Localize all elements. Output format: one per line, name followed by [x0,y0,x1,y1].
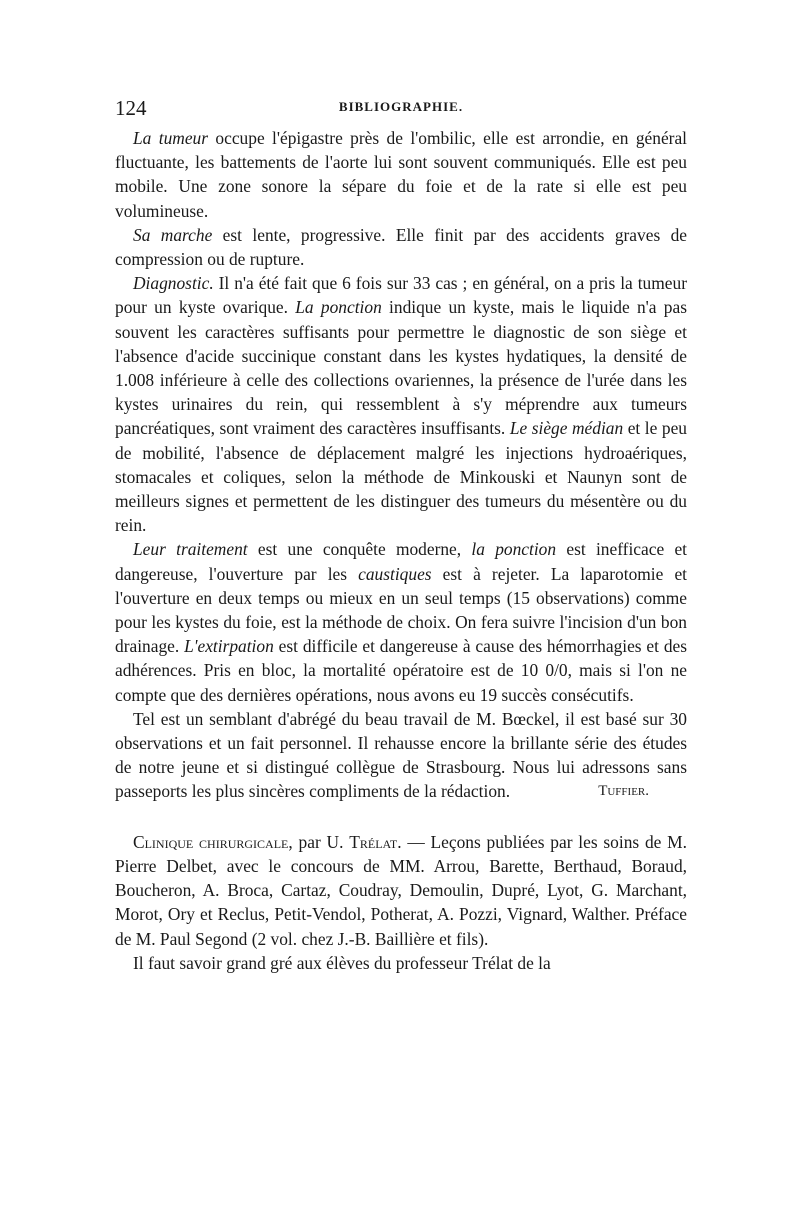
small-caps-author: Trélat [349,831,398,852]
paragraph-text: est une conquête moderne, [247,539,472,560]
paragraph-text: est difficile et dangereuse à cause des hémorrhagies et des adhérences. Pris en bloc, la mortalité opératoire est de 10 0/0, mais si l'on ne compte que des dernières opérations, nous avons eu 19 succès consécutifs. [115,636,688,705]
paragraph-text: Tel est un semblant d'abrégé du beau travail de M. Bœckel, il est basé sur 30 observations et un fait personnel. Il rehausse encore la brillante série des études de notre jeune et si distingué collègue de Strasbourg. Nous lui adressons sans passeports les plus sincères compliments de la rédaction. [115,708,687,802]
paragraph-tumeur [115,126,687,223]
paragraph-text: et le peu de mobilité, l'absence de déplacement malgré les injections hydroaériques, stomacales et coliques, selon la méthode de Minkouski et Naunyn sont de meilleurs signes et permettent de les distinguer des tumeurs du mésentère ou du rein. [115,418,687,536]
paragraph-marche [115,223,687,271]
author-signature: Tuffier. [598,783,649,800]
italic-term: caustiques [358,563,432,584]
page-header [115,96,687,126]
italic-term: la ponction [471,539,557,560]
paragraph-text: Il faut savoir grand gré aux élèves du professeur Trélat de la [133,952,551,973]
paragraph-clinique-entry [115,830,687,951]
paragraph-text: est inefficace et dangereuse, l'ouverture par les [115,539,688,584]
paragraph-text: Il n'a été fait que 6 fois sur 33 cas ; en général, on a pris la tumeur pour un kyste ovarique. [115,273,687,318]
italic-term: Diagnostic. [133,273,214,294]
paragraph-trelat [115,951,687,975]
italic-term: Leur traitement [133,539,248,560]
paragraph-conclusion [115,707,687,804]
running-title: BIBLIOGRAPHIE. [338,99,464,114]
small-caps-title: Clinique chirurgicale [133,831,289,852]
paragraph-text: est à rejeter. La laparotomie et l'ouverture en deux temps ou mieux en un seul temps (15 observations) comme pour les kystes du foie, est la méthode de choix. On fera suivre l'incision d'un bon drainage. [115,563,687,657]
page-number: 124 [115,96,147,120]
italic-term: La tumeur [133,128,209,148]
page [115,96,687,975]
paragraph-text: occupe l'épigastre près de l'ombilic, elle est arrondie, en général fluctuante, les battements de l'aorte lui sont souvent communiqués. Elle est peu mobile. Une zone sonore la sépare du foie et de la rate si elle est peu volumineuse. [115,128,688,221]
section-divider [115,804,687,830]
paragraph-traitement [115,537,687,706]
paragraph-text: est lente, progressive. Elle finit par des accidents graves de compression ou de rupture. [115,224,688,270]
paragraph-diagnostic [115,271,687,537]
italic-term: La ponction [295,297,382,318]
italic-term: Sa marche [133,224,213,245]
paragraph-text: , par U. [288,831,350,852]
italic-term: Le siège médian [509,418,624,439]
paragraph-text: . — Leçons publiées par les soins de M. Pierre Delbet, avec le concours de MM. Arrou, Barette, Berthaud, Boraud, Boucheron, A. Broca, Cartaz, Coudray, Demoulin, Dupré, Lyot, G. Marchant, Morot, Ory et Reclus, Petit-Vendol, Potherat, A. Pozzi, Vignard, Walther. Préface de M. Paul Segond (2 vol. chez J.-B. Baillière et fils). [115,831,687,949]
italic-term: L'extirpation [184,636,274,657]
paragraph-text: indique un kyste, mais le liquide n'a pas souvent les caractères suffisants pour permettre le diagnostic de son siège et l'absence d'acide succinique constant dans les kystes hydatiques, la densité de 1.008 inférieure à celle des collections ovariennes, la présence de l'urée dans les kystes urinaires du rein, qui ressemblent à s'y méprendre aux tumeurs pancréatiques, sont vraiment des caractères insuffisants. [115,297,687,439]
